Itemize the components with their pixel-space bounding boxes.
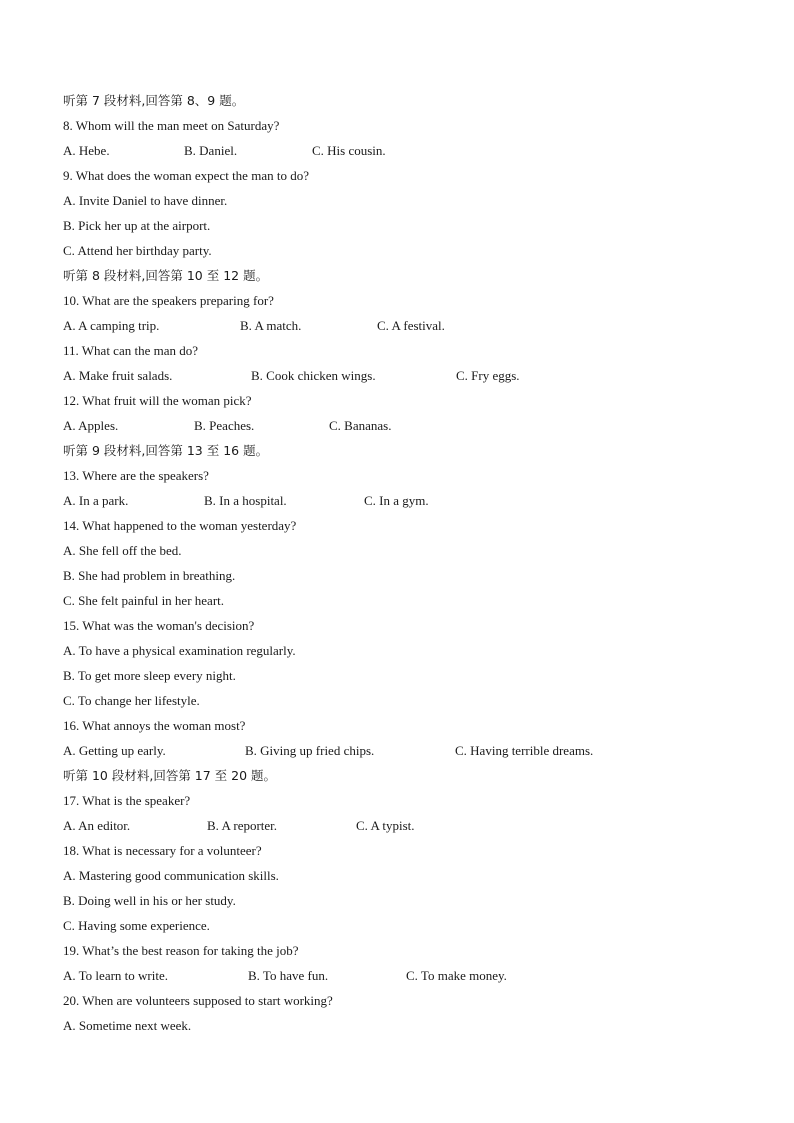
question-12: 12. What fruit will the woman pick?	[63, 393, 252, 408]
option-a: A. To have a physical examination regularly.	[63, 643, 296, 658]
option-c: C. She felt painful in her heart.	[63, 593, 225, 608]
option-b: B. In a hospital.	[204, 493, 287, 508]
question-13: 13. Where are the speakers?	[63, 468, 209, 483]
option-a: A. Hebe.	[63, 143, 110, 158]
section-heading: 听第 8 段材料,回答第 10 至 12 题。	[63, 268, 269, 283]
option-c: C. In a gym.	[364, 493, 429, 508]
option-c: C. A typist.	[356, 818, 415, 833]
question-18: 18. What is necessary for a volunteer?	[63, 843, 262, 858]
section-heading: 听第 10 段材料,回答第 17 至 20 题。	[63, 768, 277, 783]
option-b: B. Pick her up at the airport.	[63, 218, 211, 233]
option-a: A. An editor.	[63, 818, 131, 833]
question-17: 17. What is the speaker?	[63, 793, 191, 808]
options-row-12	[63, 413, 743, 438]
question-8: 8. Whom will the man meet on Saturday?	[63, 118, 280, 133]
options-row-13	[63, 488, 743, 513]
options-row-10	[63, 313, 743, 338]
option-a: A. Apples.	[63, 418, 119, 433]
question-11: 11. What can the man do?	[63, 343, 199, 358]
options-row-11	[63, 363, 743, 388]
options-row-17	[63, 813, 743, 838]
option-b: B. To get more sleep every night.	[63, 668, 236, 683]
option-a: A. Sometime next week.	[63, 1018, 192, 1033]
option-a: A. Getting up early.	[63, 743, 166, 758]
option-a: A. Invite Daniel to have dinner.	[63, 193, 228, 208]
option-c: C. His cousin.	[312, 143, 386, 158]
option-c: C. Having some experience.	[63, 918, 210, 933]
option-c: C. Fry eggs.	[456, 368, 520, 383]
question-9: 9. What does the woman expect the man to do?	[63, 168, 309, 183]
exam-page	[63, 88, 743, 1038]
option-a: A. Mastering good communication skills.	[63, 868, 279, 883]
option-a: A. Make fruit salads.	[63, 368, 173, 383]
option-b: B. Giving up fried chips.	[245, 743, 375, 758]
option-b: B. Peaches.	[194, 418, 255, 433]
option-a: A. She fell off the bed.	[63, 543, 182, 558]
option-b: B. A match.	[240, 318, 302, 333]
option-b: B. Daniel.	[184, 143, 238, 158]
question-16: 16. What annoys the woman most?	[63, 718, 246, 733]
option-a: A. A camping trip.	[63, 318, 160, 333]
option-c: C. A festival.	[377, 318, 445, 333]
section-heading: 听第 9 段材料,回答第 13 至 16 题。	[63, 443, 269, 458]
option-c: C. Attend her birthday party.	[63, 243, 212, 258]
option-c: C. Bananas.	[329, 418, 392, 433]
question-20: 20. When are volunteers supposed to start working?	[63, 993, 333, 1008]
option-b: B. Doing well in his or her study.	[63, 893, 236, 908]
question-10: 10. What are the speakers preparing for?	[63, 293, 274, 308]
option-c: C. To make money.	[406, 968, 507, 983]
question-15: 15. What was the woman's decision?	[63, 618, 255, 633]
option-b: B. Cook chicken wings.	[251, 368, 376, 383]
option-c: C. Having terrible dreams.	[455, 743, 594, 758]
option-b: B. To have fun.	[248, 968, 329, 983]
options-row-16	[63, 738, 743, 763]
option-b: B. A reporter.	[207, 818, 278, 833]
option-a: A. In a park.	[63, 493, 129, 508]
options-row-8	[63, 138, 743, 163]
section-heading: 听第 7 段材料,回答第 8、9 题。	[63, 93, 245, 108]
question-14: 14. What happened to the woman yesterday?	[63, 518, 297, 533]
options-row-19	[63, 963, 743, 988]
option-a: A. To learn to write.	[63, 968, 168, 983]
option-c: C. To change her lifestyle.	[63, 693, 200, 708]
option-b: B. She had problem in breathing.	[63, 568, 236, 583]
question-19: 19. What’s the best reason for taking the job?	[63, 943, 299, 958]
